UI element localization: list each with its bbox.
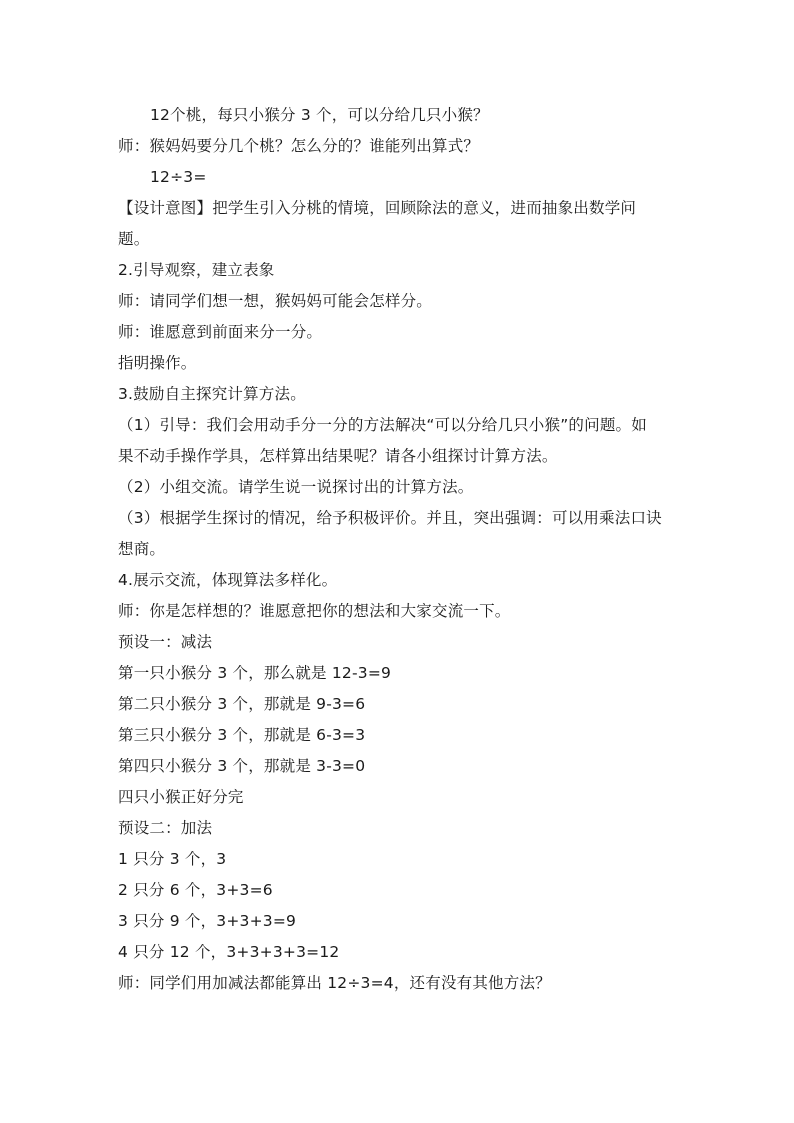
teacher-prompt-share: 师：你是怎样想的？谁愿意把你的想法和大家交流一下。: [118, 602, 511, 620]
teacher-question: 师：猴妈妈要分几个桃？怎么分的？谁能列出算式？: [118, 137, 480, 155]
step-1-line-2: 果不动手操作学具，怎样算出结果呢？请各小组探讨计算方法。: [118, 447, 558, 465]
design-intent-line-2: 题。: [118, 230, 150, 248]
division-expression: 12÷3=: [150, 168, 207, 186]
addition-step-3: 3 只分 9 个，3+3+3=9: [118, 912, 297, 930]
addition-step-2: 2 只分 6 个，3+3=6: [118, 881, 273, 899]
preset-1-heading: 预设一：减法: [118, 633, 213, 651]
instruction-operate: 指明操作。: [118, 354, 197, 372]
document-body: [118, 100, 688, 999]
section-heading-4: 4.展示交流，体现算法多样化。: [118, 571, 338, 589]
addition-step-4: 4 只分 12 个，3+3+3+3=12: [118, 943, 340, 961]
design-intent-line-1: 【设计意图】把学生引入分桃的情境，回顾除法的意义，进而抽象出数学问: [118, 199, 637, 217]
section-heading-2: 2.引导观察，建立表象: [118, 261, 275, 279]
section-heading-3: 3.鼓励自主探究计算方法。: [118, 385, 306, 403]
step-2: （2）小组交流。请学生说一说探讨出的计算方法。: [118, 478, 474, 496]
preset-2-heading: 预设二：加法: [118, 819, 213, 837]
step-3-line-2: 想商。: [118, 540, 166, 558]
subtraction-step-2: 第二只小猴分 3 个，那就是 9-3=6: [118, 695, 366, 713]
teacher-prompt-think: 师：请同学们想一想，猴妈妈可能会怎样分。: [118, 292, 433, 310]
subtraction-step-4: 第四只小猴分 3 个，那就是 3-3=0: [118, 757, 366, 775]
subtraction-conclusion: 四只小猴正好分完: [118, 788, 244, 806]
step-1-line-1: （1）引导：我们会用动手分一分的方法解决“可以分给几只小猴”的问题。如: [118, 416, 647, 434]
teacher-closing-question: 师：同学们用加减法都能算出 12÷3=4，还有没有其他方法？: [118, 974, 551, 992]
addition-step-1: 1 只分 3 个，3: [118, 850, 227, 868]
step-3-line-1: （3）根据学生探讨的情况，给予积极评价。并且，突出强调：可以用乘法口诀: [118, 509, 662, 527]
teacher-prompt-volunteer: 师：谁愿意到前面来分一分。: [118, 323, 323, 341]
subtraction-step-3: 第三只小猴分 3 个，那就是 6-3=3: [118, 726, 366, 744]
problem-statement: 12个桃，每只小猴分 3 个，可以分给几只小猴？: [150, 106, 489, 124]
subtraction-step-1: 第一只小猴分 3 个，那么就是 12-3=9: [118, 664, 392, 682]
